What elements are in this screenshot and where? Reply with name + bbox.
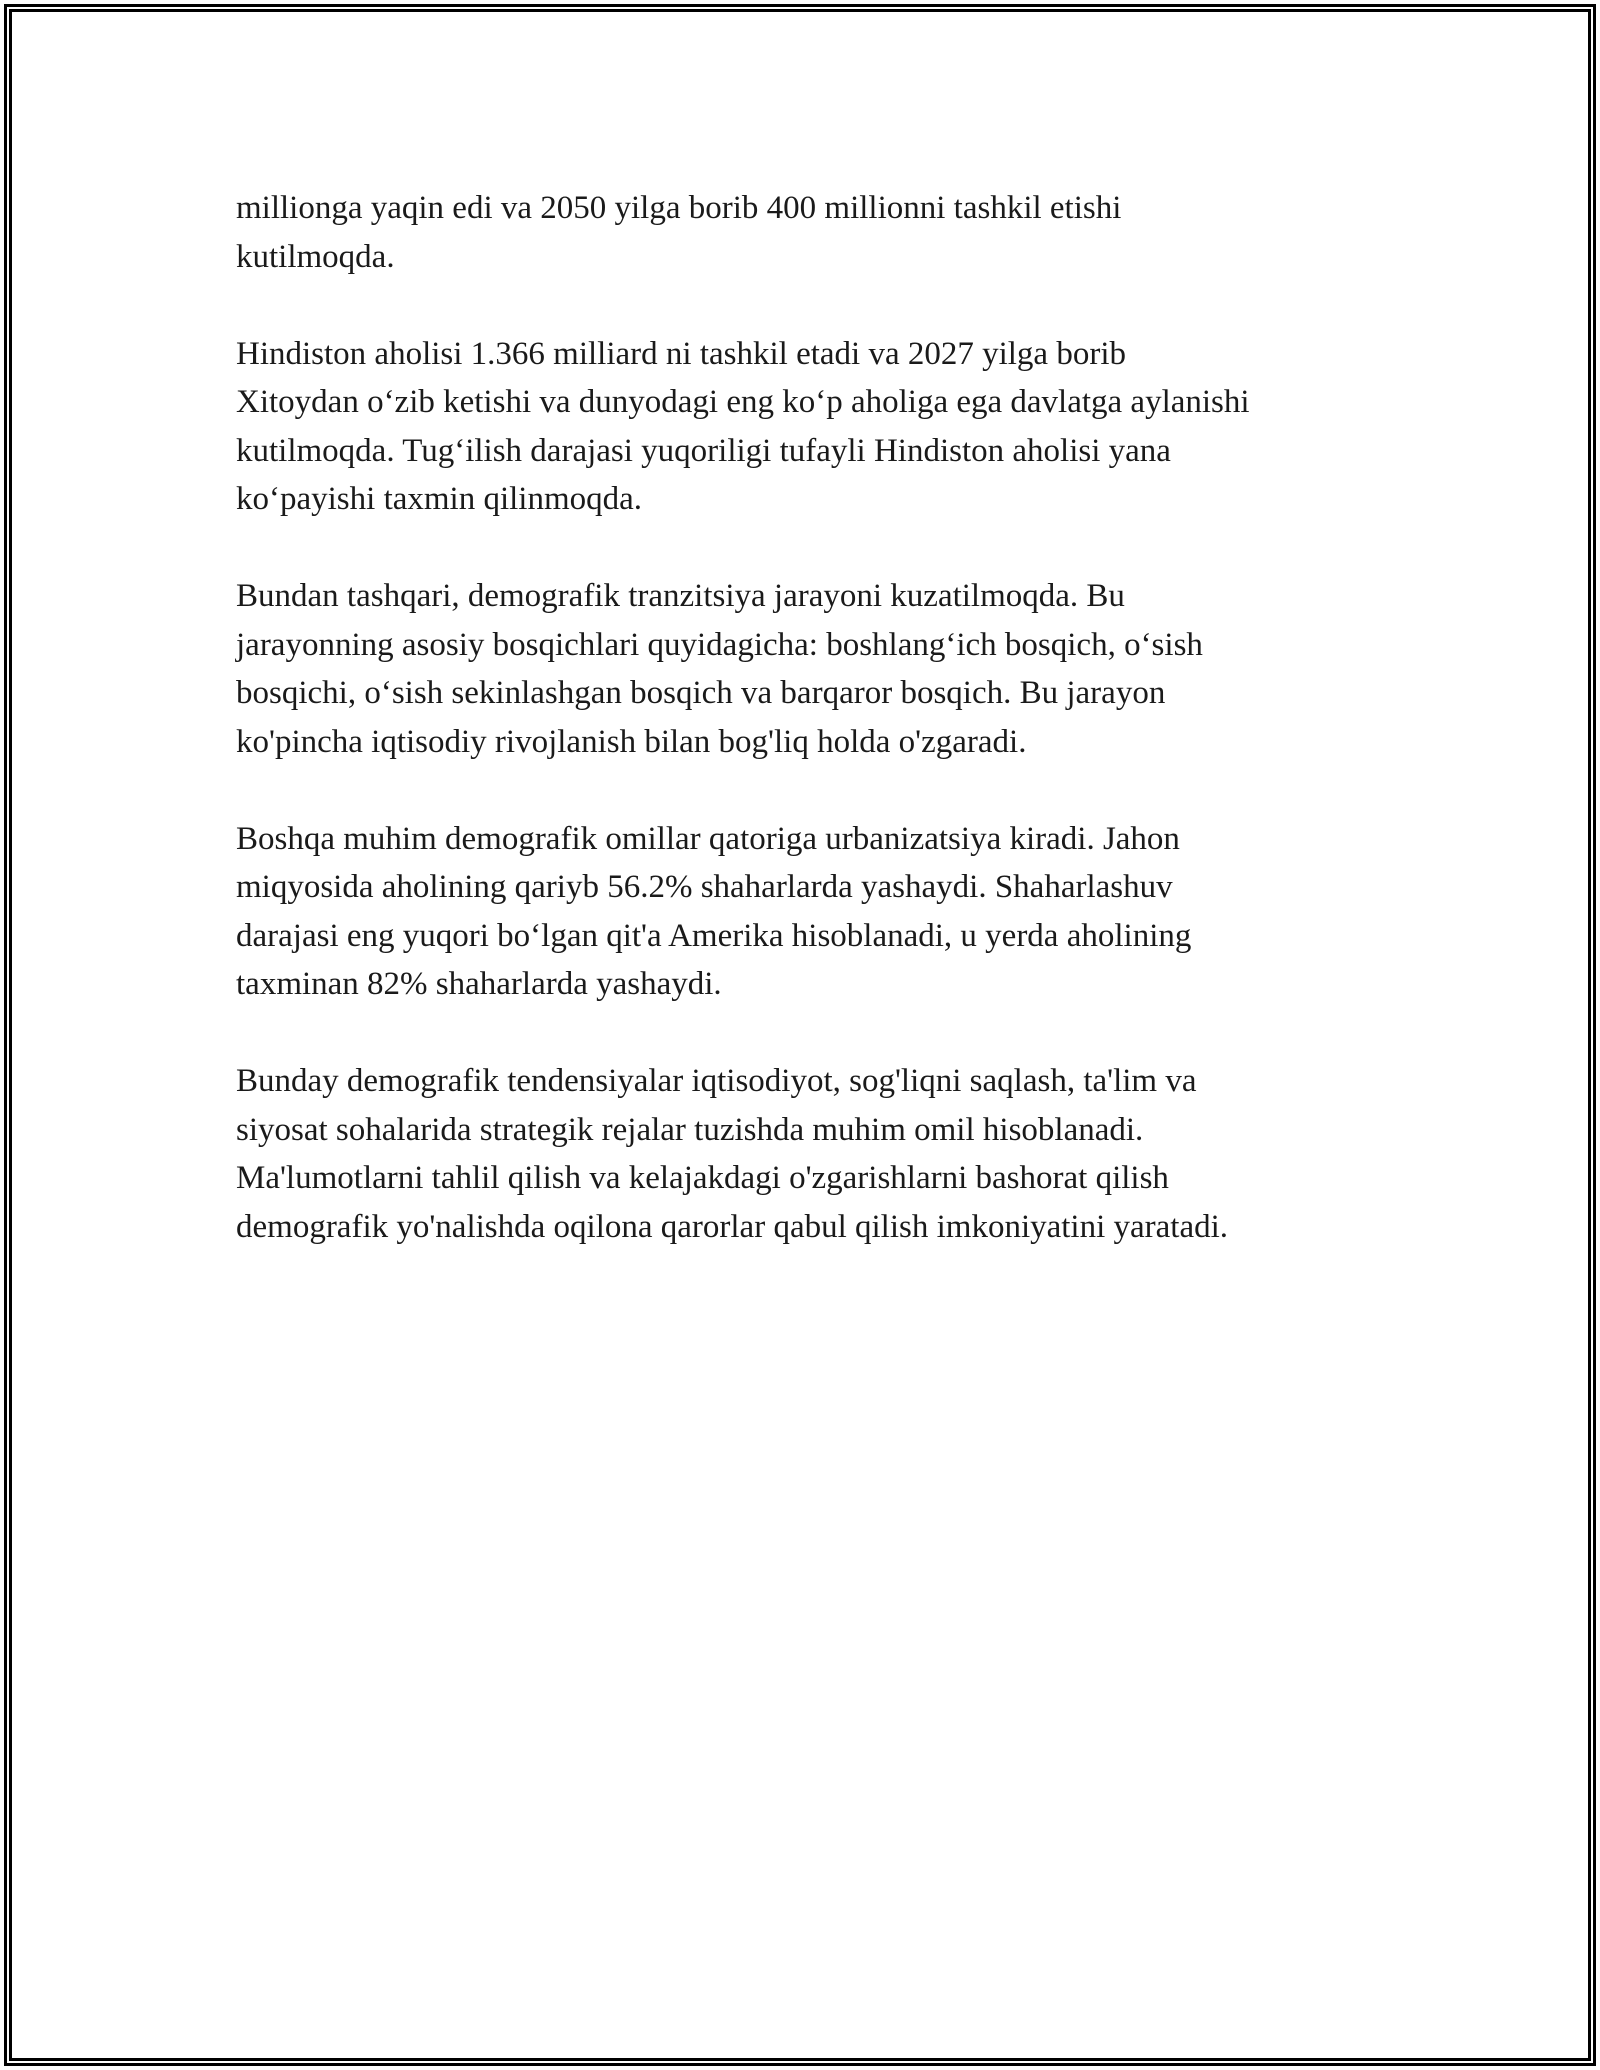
text-line: kutilmoqda. bbox=[236, 238, 395, 275]
text-line: millionga yaqin edi va 2050 yilga borib 400 millionni tashkil etishi bbox=[236, 190, 1122, 226]
document-body bbox=[236, 184, 1406, 1300]
paragraph-demographic-transition bbox=[236, 572, 1406, 766]
text-line: taxminan 82% shaharlarda yashaydi. bbox=[236, 966, 722, 1002]
text-line: Bundan tashqari, demografik tranzitsiya jarayoni kuzatilmoqda. Bu bbox=[236, 578, 1125, 614]
text-line: darajasi eng yuqori boʻlgan qit'a Amerika hisoblanadi, u yerda aholining bbox=[236, 917, 1192, 954]
text-line: siyosat sohalarida strategik rejalar tuzishda muhim omil hisoblanadi. bbox=[236, 1111, 1144, 1148]
paragraph-conclusion bbox=[236, 1057, 1406, 1251]
text-line: Hindiston aholisi 1.366 milliard ni tashkil etadi va 2027 yilga borib bbox=[236, 335, 1126, 372]
text-line: miqyosida aholining qariyb 56.2% shaharlarda yashaydi. Shaharlashuv bbox=[236, 869, 1173, 905]
text-line: Ma'lumotlarni tahlil qilish va kelajakdagi o'zgarishlarni bashorat qilish bbox=[236, 1160, 1169, 1196]
paragraph-india-population bbox=[236, 330, 1406, 524]
text-line: koʻpayishi taxmin qilinmoqda. bbox=[236, 481, 643, 517]
text-line: jarayonning asosiy bosqichlari quyidagicha: boshlangʻich bosqich, oʻsish bbox=[236, 626, 1203, 663]
text-line: bosqichi, oʻsish sekinlashgan bosqich va barqaror bosqich. Bu jarayon bbox=[236, 675, 1166, 711]
text-line: ko'pincha iqtisodiy rivojlanish bilan bog'liq holda o'zgaradi. bbox=[236, 723, 1027, 760]
paragraph-urbanization bbox=[236, 815, 1406, 1009]
text-line: Boshqa muhim demografik omillar qatoriga urbanizatsiya kiradi. Jahon bbox=[236, 820, 1180, 857]
paragraph-population-forecast bbox=[236, 184, 1406, 281]
text-line: demografik yo'nalishda oqilona qarorlar qabul qilish imkoniyatini yaratadi. bbox=[236, 1208, 1229, 1245]
text-line: kutilmoqda. Tugʻilish darajasi yuqoriligi tufayli Hindiston aholisi yana bbox=[236, 432, 1171, 469]
text-line: Xitoydan oʻzib ketishi va dunyodagi eng koʻp aholiga ega davlatga aylanishi bbox=[236, 384, 1250, 420]
text-line: Bunday demografik tendensiyalar iqtisodiyot, sog'liqni saqlash, ta'lim va bbox=[236, 1063, 1197, 1099]
